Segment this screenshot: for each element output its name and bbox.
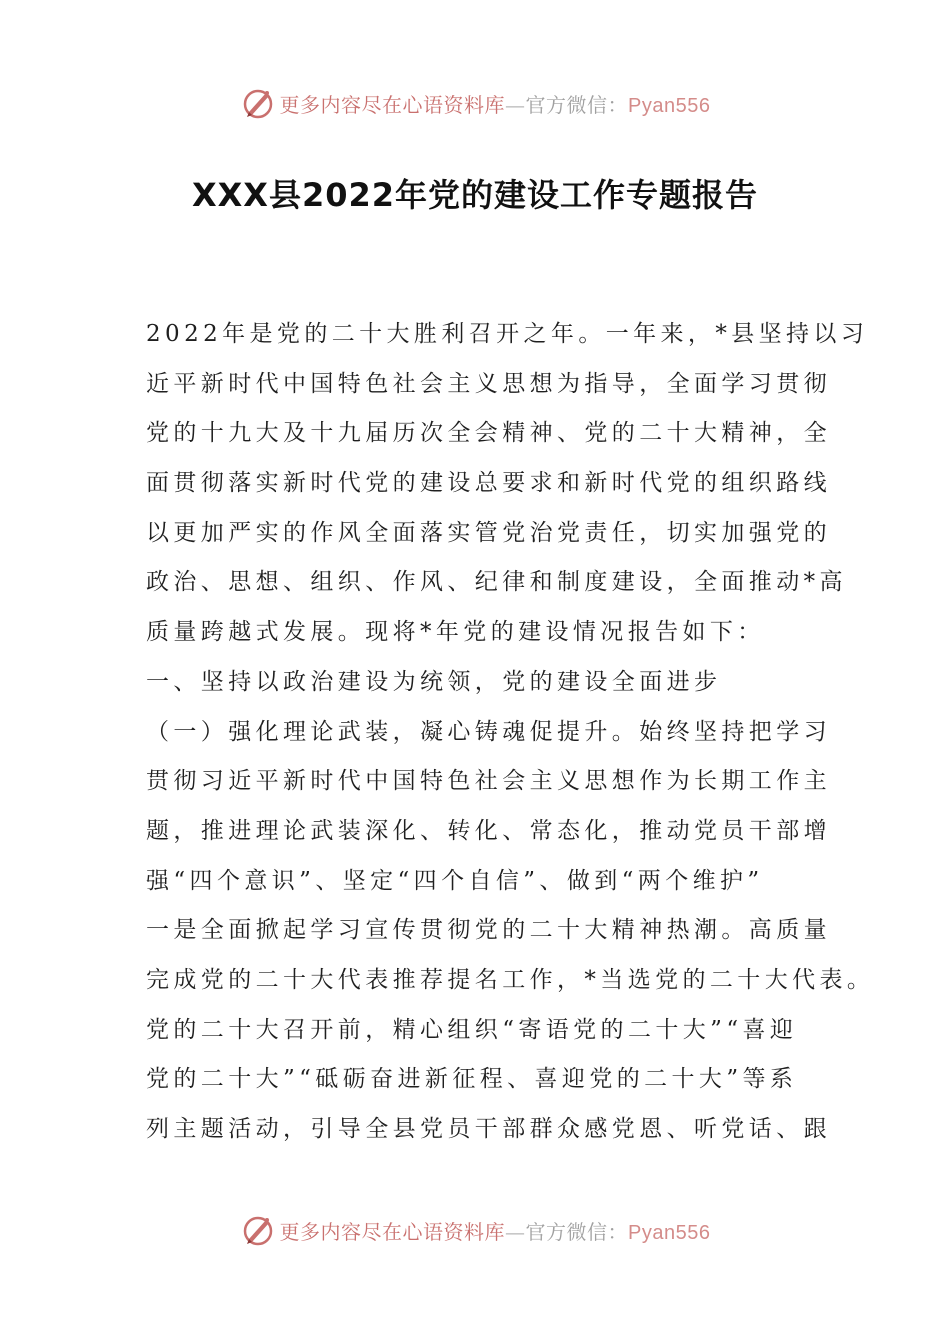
body-line: 政治、思想、组织、作风、纪律和制度建设，全面推动*高: [146, 569, 847, 596]
watermark-text: [280, 1216, 711, 1245]
footer-watermark: [0, 1210, 950, 1250]
body-line: 2022年是党的二十大胜利召开之年。一年来，*县坚持以习: [146, 321, 869, 347]
watermark-wechat-id: Pyan556: [628, 94, 711, 117]
body-line: 一是全面掀起学习宣传贯彻党的二十大精神热潮。高质量: [146, 917, 831, 944]
watermark-dash: —: [505, 1219, 526, 1244]
body-line: 党的十九大及十九届历次全会精神、党的二十大精神，全: [146, 420, 831, 447]
body-line: 质量跨越式发展。现将*年党的建设情况报告如下：: [146, 619, 765, 646]
section-heading: 一、坚持以政治建设为统领，党的建设全面进步: [146, 668, 722, 695]
body-line: 面贯彻落实新时代党的建设总要求和新时代党的组织路线: [146, 470, 831, 497]
body-line: 党的二十大”“砥砺奋进新征程、喜迎党的二十大”等系: [146, 1066, 798, 1093]
watermark-label: 官方微信：: [525, 92, 629, 117]
watermark-brand: 更多内容尽在心语资料库: [279, 1219, 506, 1244]
body-line: 近平新时代中国特色社会主义思想为指导，全面学习贯彻: [146, 370, 831, 397]
body-line: 党的二十大召开前，精心组织“寄语党的二十大”“喜迎: [146, 1016, 798, 1043]
body-line: 以更加严实的作风全面落实管党治党责任，切实加强党的: [146, 519, 831, 546]
document-title: XXX县2022年党的建设工作专题报告: [191, 176, 759, 214]
body-line: 强“四个意识”、坚定“四个自信”、做到“两个维护”: [146, 867, 764, 894]
body-line: （一）强化理论武装，凝心铸魂促提升。始终坚持把学习: [146, 718, 831, 745]
watermark-brand: 更多内容尽在心语资料库: [279, 92, 506, 117]
watermark-wechat-id: Pyan556: [628, 1221, 711, 1244]
header-watermark: [0, 83, 950, 123]
watermark-dash: —: [505, 92, 526, 117]
pen-logo-icon: [240, 85, 276, 121]
body-line: 列主题活动，引导全县党员干部群众感党恩、听党话、跟: [146, 1116, 831, 1142]
body-line: 题，推进理论武装深化、转化、常态化，推动党员干部增: [146, 817, 831, 844]
watermark-label: 官方微信：: [525, 1219, 629, 1244]
document-body: [146, 310, 875, 1155]
pen-logo-icon: [240, 1212, 276, 1248]
body-line: 贯彻习近平新时代中国特色社会主义思想作为长期工作主: [146, 768, 831, 795]
watermark-text: [280, 89, 711, 118]
body-line: 完成党的二十大代表推荐提名工作，*当选党的二十大代表。: [146, 966, 875, 993]
